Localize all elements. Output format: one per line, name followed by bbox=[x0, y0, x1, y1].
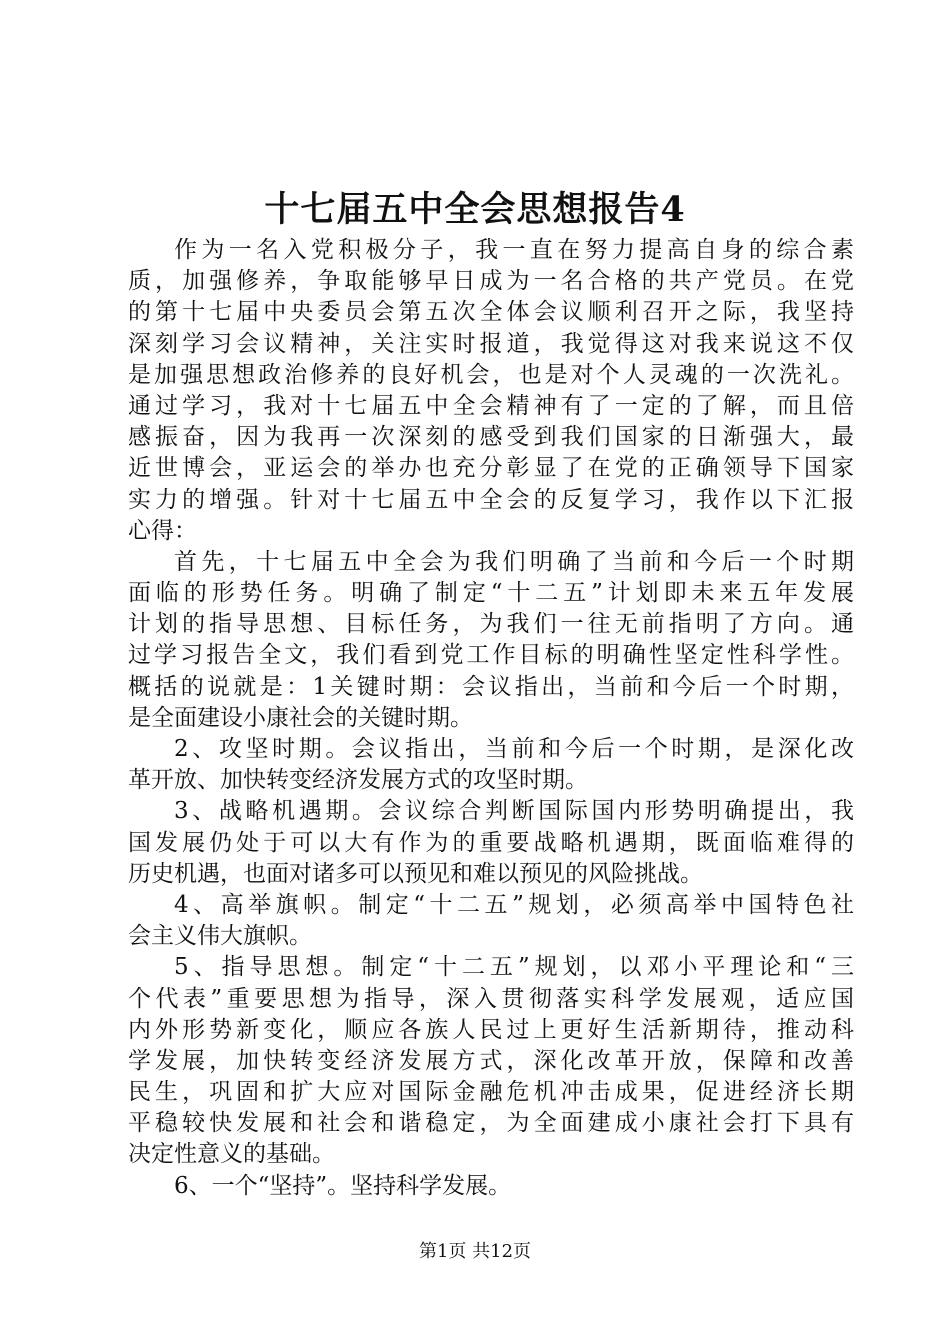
document-title: 十七届五中全会思想报告4 bbox=[264, 189, 686, 230]
text-line: 心得： bbox=[128, 517, 197, 544]
page-footer: 第1页 共12页 bbox=[418, 1241, 532, 1262]
text-line: 2、攻坚时期。会议指出，当前和今后一个时期，是深化改 bbox=[174, 736, 854, 762]
text-line: 是加强思想政治修养的良好机会，也是对个人灵魂的一次洗礼。 bbox=[128, 361, 854, 388]
text-line: 质，加强修养，争取能够早日成为一名合格的共产党员。在党 bbox=[128, 268, 854, 295]
text-line: 革开放、加快转变经济发展方式的攻坚时期。 bbox=[128, 767, 588, 794]
text-line: 民生，巩固和扩大应对国际金融危机冲击成果，促进经济长期 bbox=[128, 1079, 854, 1106]
text-line: 历史机遇，也面对诸多可以预见和难以预见的风险挑战。 bbox=[128, 860, 703, 887]
text-line: 决定性意义的基础。 bbox=[128, 1141, 335, 1168]
text-line: 计划的指导思想、目标任务，为我们一往无前指明了方向。通 bbox=[128, 611, 854, 638]
text-line: 近世博会，亚运会的举办也充分彰显了在党的正确领导下国家 bbox=[128, 455, 854, 482]
text-line: 作为一名入党积极分子，我一直在努力提高自身的综合素 bbox=[174, 237, 854, 263]
text-line: 的第十七届中央委员会第五次全体会议顺利召开之际，我坚持 bbox=[128, 299, 854, 326]
text-line: 是全面建设小康社会的关键时期。 bbox=[128, 704, 473, 731]
text-line: 学发展，加快转变经济发展方式，深化改革开放，保障和改善 bbox=[128, 1047, 854, 1074]
text-line: 5、指导思想。制定“十二五”规划，以邓小平理论和“三 bbox=[174, 954, 854, 981]
text-line: 感振奋，因为我再一次深刻的感受到我们国家的日渐强大，最 bbox=[128, 424, 854, 451]
text-line: 6、一个“坚持”。坚持科学发展。 bbox=[174, 1172, 512, 1199]
document-body bbox=[128, 235, 854, 1202]
text-line: 会主义伟大旗帜。 bbox=[128, 923, 312, 950]
text-line: 面临的形势任务。明确了制定“十二五”计划即未来五年发展 bbox=[128, 580, 854, 607]
text-line: 通过学习，我对十七届五中全会精神有了一定的了解，而且倍 bbox=[128, 392, 854, 419]
text-line: 实力的增强。针对十七届五中全会的反复学习，我作以下汇报 bbox=[128, 486, 854, 513]
text-line: 过学习报告全文，我们看到党工作目标的明确性坚定性科学性。 bbox=[128, 642, 854, 669]
text-line: 内外形势新变化，顺应各族人民过上更好生活新期待，推动科 bbox=[128, 1016, 854, 1043]
text-line: 4、高举旗帜。制定“十二五”规划，必须高举中国特色社 bbox=[174, 891, 854, 918]
text-line: 平稳较快发展和社会和谐稳定，为全面建成小康社会打下具有 bbox=[128, 1110, 854, 1137]
text-line: 首先，十七届五中全会为我们明确了当前和今后一个时期 bbox=[174, 548, 854, 575]
text-line: 3、战略机遇期。会议综合判断国际国内形势明确提出，我 bbox=[174, 798, 854, 825]
text-line: 深刻学习会议精神，关注实时报道，我觉得这对我来说这不仅 bbox=[128, 330, 854, 357]
text-line: 国发展仍处于可以大有作为的重要战略机遇期，既面临难得的 bbox=[128, 829, 854, 856]
text-line: 概括的说就是：1关键时期：会议指出，当前和今后一个时期， bbox=[128, 673, 854, 700]
text-line: 个代表”重要思想为指导，深入贯彻落实科学发展观，适应国 bbox=[128, 985, 854, 1012]
